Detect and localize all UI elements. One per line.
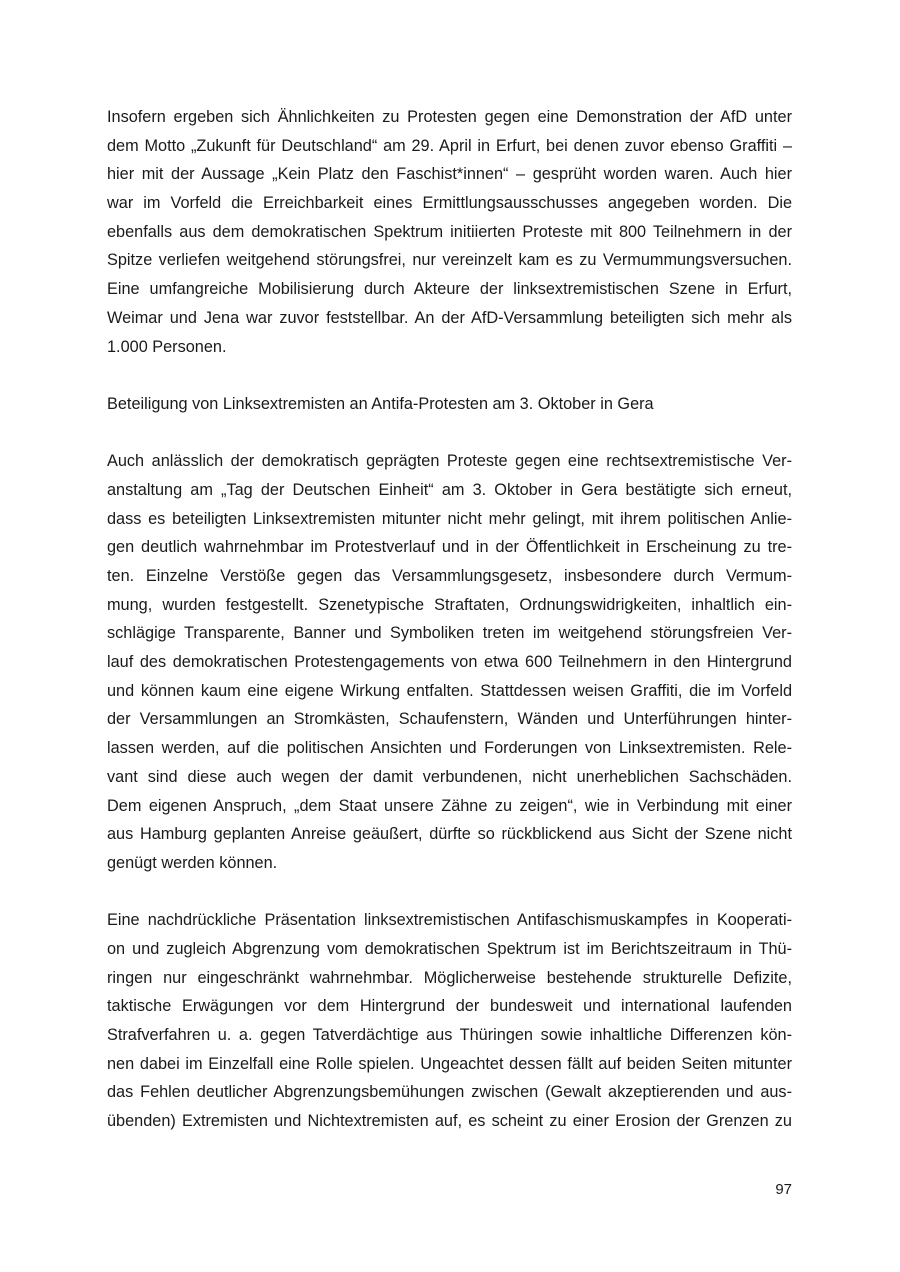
paragraph-spacer [107, 361, 792, 390]
paragraph-line: übenden) Extremisten und Nichtextremisten auf, es scheint zu einer Erosion der Grenzen zu [107, 1112, 792, 1131]
paragraph-line: das Fehlen deutlicher Abgrenzungsbemühungen zwischen (Gewalt akzeptierenden und aus- [107, 1083, 792, 1102]
paragraph-afd-erfurt [107, 103, 792, 361]
paragraph-line: lassen werden, auf die politischen Ansichten und Forderungen von Linksextremisten. Rele- [107, 739, 792, 758]
paragraph-line: dem Motto „Zukunft für Deutschland“ am 29. April in Erfurt, bei denen zuvor ebenso Graffiti – [107, 136, 792, 155]
paragraph-line: aus Hamburg geplanten Anreise geäußert, dürfte so rückblickend aus Sicht der Szene nicht [107, 825, 792, 844]
paragraph-line: genügt werden können. [107, 853, 278, 872]
paragraph-line: Dem eigenen Anspruch, „dem Staat unsere Zähne zu zeigen“, wie in Verbindung mit einer [107, 796, 792, 815]
paragraph-line: anstaltung am „Tag der Deutschen Einheit“ am 3. Oktober in Gera bestätigte sich erneut, [107, 480, 792, 499]
page-content [107, 103, 792, 1136]
paragraph-line: ringen nur eingeschränkt wahrnehmbar. Möglicherweise bestehende strukturelle Defizite, [107, 968, 792, 987]
paragraph-gera-protests [107, 447, 792, 877]
paragraph-line: war im Vorfeld die Erreichbarkeit eines Ermittlungsausschusses angegeben worden. Die [107, 194, 792, 213]
paragraph-line: schlägige Transparente, Banner und Symboliken treten im weitgehend störungsfreien Ver- [107, 624, 792, 643]
paragraph-line: der Versammlungen an Stromkästen, Schaufenstern, Wänden und Unterführungen hinter- [107, 710, 792, 729]
paragraph-line: dass es beteiligten Linksextremisten mitunter nicht mehr gelingt, mit ihrem politischen Anlie- [107, 509, 792, 528]
section-heading-text: Beteiligung von Linksextremisten an Antifa-Protesten am 3. Oktober in Gera [107, 394, 654, 413]
paragraph-line: on und zugleich Abgrenzung vom demokratischen Spektrum ist im Berichtszeitraum in Thü- [107, 939, 792, 958]
paragraph-line: Eine nachdrückliche Präsentation linksextremistischen Antifaschismuskampfes in Kooperati- [107, 911, 792, 930]
paragraph-line: hier mit der Aussage „Kein Platz den Faschist*innen“ – gesprüht worden waren. Auch hier [107, 165, 792, 184]
paragraph-antifa-presentation [107, 906, 792, 1136]
paragraph-line: lauf des demokratischen Protestengagements von etwa 600 Teilnehmern in den Hintergrund [107, 653, 792, 672]
paragraph-line: Weimar und Jena war zuvor feststellbar. An der AfD-Versammlung beteiligten sich mehr als [107, 308, 792, 327]
paragraph-line: Eine umfangreiche Mobilisierung durch Akteure der linksextremistischen Szene in Erfurt, [107, 280, 792, 299]
paragraph-line: und können kaum eine eigene Wirkung entfalten. Stattdessen weisen Graffiti, die im Vorfeld [107, 681, 792, 700]
paragraph-line: Insofern ergeben sich Ähnlichkeiten zu Protesten gegen eine Demonstration der AfD unter [107, 108, 792, 126]
paragraph-line: nen dabei im Einzelfall eine Rolle spielen. Ungeachtet dessen fällt auf beiden Seiten mitunter [107, 1054, 792, 1073]
paragraph-spacer [107, 878, 792, 907]
paragraph-line: ebenfalls aus dem demokratischen Spektrum initiierten Proteste mit 800 Teilnehmern in der [107, 222, 792, 241]
paragraph-line: 1.000 Personen. [107, 337, 227, 356]
paragraph-line: vant sind diese auch wegen der damit verbundenen, nicht unerheblichen Sachschäden. [107, 767, 792, 786]
section-heading [107, 390, 792, 419]
paragraph-line: taktische Erwägungen vor dem Hintergrund der bundesweit und international laufenden [107, 997, 792, 1016]
paragraph-line: Spitze verliefen weitgehend störungsfrei, nur vereinzelt kam es zu Vermummungsversuchen. [107, 251, 792, 270]
paragraph-line: Strafverfahren u. a. gegen Tatverdächtige aus Thüringen sowie inhaltliche Differenzen kön- [107, 1026, 792, 1044]
paragraph-line: Auch anlässlich der demokratisch geprägten Proteste gegen eine rechtsextremistische Ver- [107, 452, 792, 471]
paragraph-spacer [107, 419, 792, 448]
paragraph-line: mung, wurden festgestellt. Szenetypische Straftaten, Ordnungswidrigkeiten, inhaltlich ein- [107, 595, 792, 614]
page-number: 97 [775, 1181, 792, 1198]
paragraph-line: ten. Einzelne Verstöße gegen das Versammlungsgesetz, insbesondere durch Vermum- [107, 567, 792, 585]
paragraph-line: gen deutlich wahrnehmbar im Protestverlauf und in der Öffentlichkeit in Erscheinung zu tre- [107, 538, 792, 557]
